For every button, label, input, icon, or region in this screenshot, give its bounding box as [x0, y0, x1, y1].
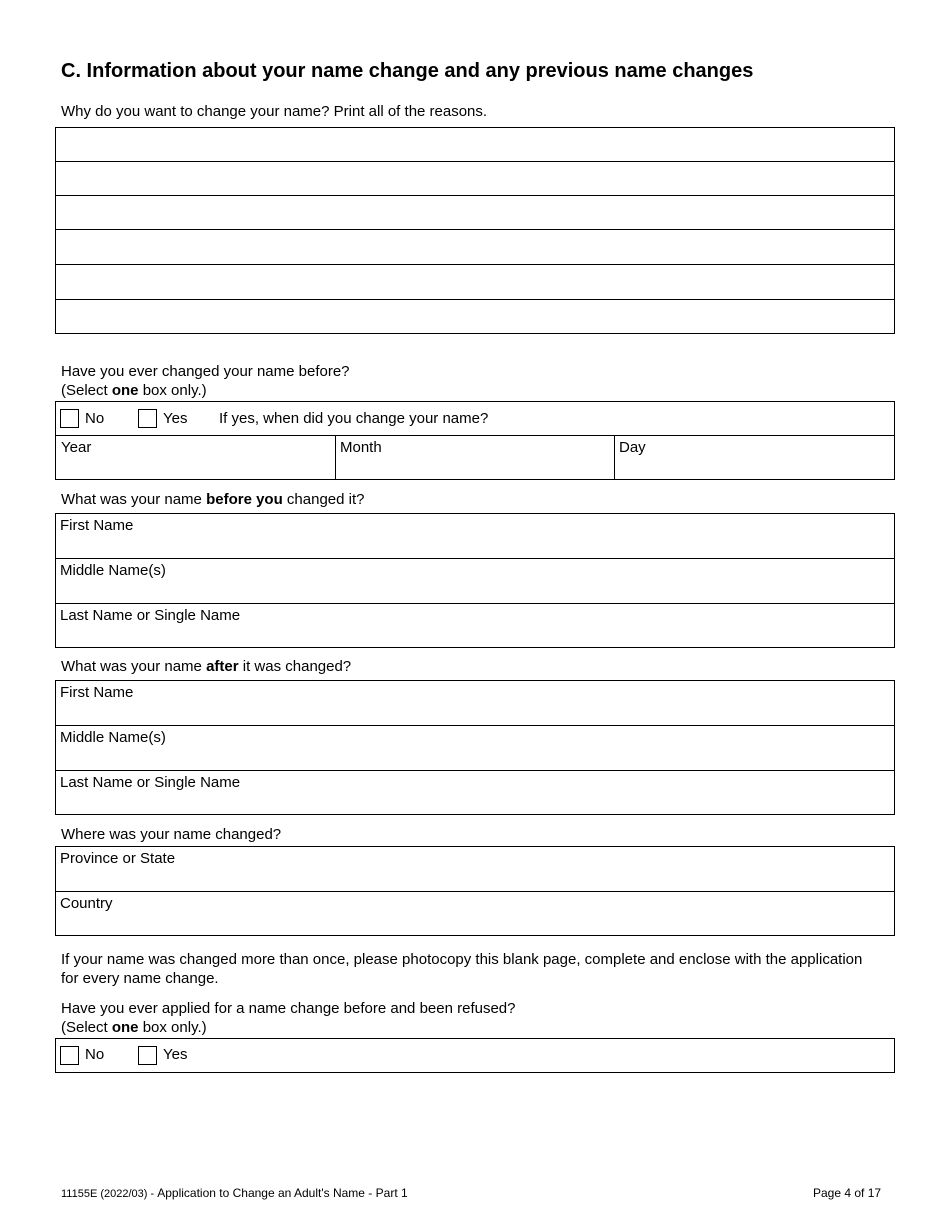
refused-select-hint [61, 1018, 207, 1037]
province-input[interactable] [60, 869, 890, 889]
reason-line-4[interactable] [62, 236, 888, 258]
refused-hint-prefix: (Select [61, 1019, 112, 1036]
name-before-question [61, 490, 364, 509]
reason-divider [56, 299, 894, 300]
date-row [56, 435, 894, 480]
footer-page-number: Page 4 of 17 [813, 1186, 882, 1200]
reason-line-5[interactable] [62, 271, 888, 293]
name-divider [56, 603, 894, 604]
year-input[interactable] [60, 458, 330, 478]
day-label: Day [619, 439, 646, 456]
name-before-q-bold: before you [206, 491, 283, 508]
before-last-name-input[interactable] [60, 626, 890, 646]
after-last-name-input[interactable] [60, 793, 890, 813]
where-changed-question: Where was your name changed? [61, 826, 282, 843]
name-after-q-bold: after [206, 658, 239, 675]
country-input[interactable] [60, 914, 890, 934]
before-middle-name-label: Middle Name(s) [60, 562, 166, 579]
refused-yes-label: Yes [163, 1046, 188, 1063]
footer-form-info [61, 1186, 408, 1200]
name-after-q-prefix: What was your name [61, 658, 207, 675]
refused-hint-bold: one [111, 1019, 139, 1036]
name-before-box [55, 513, 895, 648]
reason-divider [56, 195, 894, 196]
refused-no-label: No [85, 1046, 105, 1063]
select-hint-prefix: (Select [61, 382, 112, 399]
month-input[interactable] [339, 458, 609, 478]
name-after-box [55, 680, 895, 815]
name-divider [56, 558, 894, 559]
name-after-q-suffix: it was changed? [238, 658, 352, 675]
refused-no-checkbox[interactable] [60, 1046, 79, 1065]
reasons-question: Why do you want to change your name? Print all of the reasons. [61, 103, 488, 120]
date-divider [614, 436, 615, 480]
previous-change-no-checkbox[interactable] [60, 409, 79, 428]
name-after-question [61, 657, 351, 676]
refused-box [55, 1038, 895, 1073]
reason-divider [56, 161, 894, 162]
name-before-q-prefix: What was your name [61, 491, 207, 508]
previous-change-yes-checkbox[interactable] [138, 409, 157, 428]
name-divider [56, 725, 894, 726]
refused-hint-suffix: box only.) [138, 1019, 207, 1036]
location-divider [56, 891, 894, 892]
province-label: Province or State [60, 850, 176, 867]
before-last-name-label: Last Name or Single Name [60, 607, 241, 624]
before-first-name-label: First Name [60, 517, 134, 534]
select-hint-bold: one [111, 382, 139, 399]
country-label: Country [60, 895, 113, 912]
section-title: C. Information about your name change and any previous name changes [61, 60, 754, 82]
reason-divider [56, 264, 894, 265]
reason-line-6[interactable] [62, 306, 888, 328]
footer-form-id: 11155E (2022/03) - [61, 1188, 158, 1200]
name-before-q-suffix: changed it? [282, 491, 365, 508]
reason-line-2[interactable] [62, 168, 888, 190]
month-label: Month [340, 439, 382, 456]
footer-form-title: Application to Change an Adult's Name - Part 1 [157, 1186, 408, 1200]
after-middle-name-label: Middle Name(s) [60, 729, 166, 746]
after-first-name-input[interactable] [60, 703, 890, 723]
previous-change-no-label: No [85, 410, 105, 427]
previous-change-question: Have you ever changed your name before? [61, 363, 350, 380]
reasons-box [55, 127, 895, 334]
date-divider [335, 436, 336, 480]
select-hint-suffix: box only.) [138, 382, 207, 399]
before-middle-name-input[interactable] [60, 581, 890, 601]
name-divider [56, 770, 894, 771]
when-changed-question: If yes, when did you change your name? [219, 410, 489, 427]
previous-change-select-hint [61, 381, 207, 400]
reason-divider [56, 229, 894, 230]
year-label: Year [61, 439, 92, 456]
previous-change-yes-label: Yes [163, 410, 188, 427]
previous-change-box [55, 401, 895, 480]
reason-line-3[interactable] [62, 202, 888, 224]
photocopy-note-line-1: If your name was changed more than once, please photocopy this blank page, complete and enclose with the application [61, 951, 863, 968]
day-input[interactable] [618, 458, 888, 478]
refused-question: Have you ever applied for a name change before and been refused? [61, 1000, 516, 1017]
after-last-name-label: Last Name or Single Name [60, 774, 241, 791]
reason-line-1[interactable] [62, 134, 888, 156]
before-first-name-input[interactable] [60, 536, 890, 556]
after-first-name-label: First Name [60, 684, 134, 701]
where-changed-box [55, 846, 895, 936]
photocopy-note-line-2: for every name change. [61, 970, 219, 987]
after-middle-name-input[interactable] [60, 748, 890, 768]
refused-yes-checkbox[interactable] [138, 1046, 157, 1065]
